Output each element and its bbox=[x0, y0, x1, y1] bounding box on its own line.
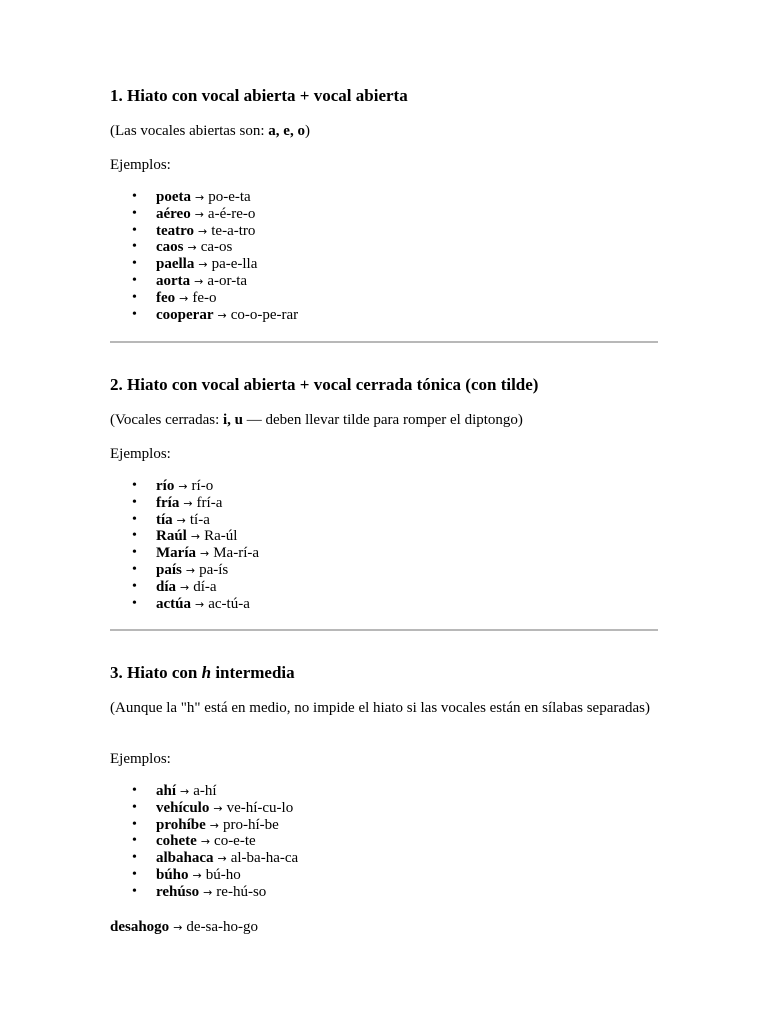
arrow-icon: → bbox=[203, 885, 213, 899]
example-word: cohete bbox=[156, 833, 197, 850]
example-word: día bbox=[156, 578, 177, 595]
example-word: feo bbox=[156, 289, 176, 306]
example-syllables: Ma-rí-a bbox=[213, 545, 260, 562]
arrow-icon: → bbox=[195, 191, 205, 204]
list-item bbox=[110, 273, 298, 290]
section-2-example-list bbox=[110, 478, 259, 612]
example-syllables: ac-tú-a bbox=[208, 595, 250, 612]
example-word: paella bbox=[156, 256, 195, 273]
section-3-note: (Aunque la "h" está en medio, no impide el hiato si las vocales están en sílabas separadas) bbox=[110, 700, 650, 716]
example-syllables: a-é-re-o bbox=[207, 205, 256, 222]
list-item bbox=[110, 783, 298, 800]
list-item bbox=[110, 596, 259, 613]
section-1-title bbox=[110, 86, 408, 106]
arrow-icon: → bbox=[180, 580, 190, 594]
example-syllables: co-o-pe-rar bbox=[230, 306, 299, 323]
list-item bbox=[110, 478, 259, 495]
arrow-icon: → bbox=[185, 563, 196, 577]
example-syllables: co-e-te bbox=[214, 833, 256, 850]
section-3-title-em: h bbox=[201, 663, 212, 682]
section-3-title-prefix: 3. Hiato con bbox=[110, 663, 202, 682]
example-word: vehículo bbox=[156, 799, 210, 816]
list-item bbox=[110, 817, 298, 834]
example-word: fría bbox=[156, 494, 180, 511]
example-syllables: frí-a bbox=[196, 494, 223, 511]
section-2-note bbox=[110, 411, 658, 429]
arrow-icon: → bbox=[178, 480, 188, 493]
list-item bbox=[110, 239, 298, 256]
section-2-note-bold: i, u bbox=[223, 412, 244, 428]
example-word: poeta bbox=[156, 189, 191, 205]
arrow-icon: → bbox=[217, 308, 227, 322]
list-item bbox=[110, 850, 298, 867]
section-1-note-pre: (Las vocales abiertas son: bbox=[110, 123, 269, 139]
arrow-icon: → bbox=[192, 868, 202, 882]
example-word: aéreo bbox=[156, 205, 191, 222]
arrow-icon: → bbox=[198, 258, 208, 272]
example-syllables: rí-o bbox=[191, 478, 214, 494]
section-1-note-bold: a, e, o bbox=[268, 123, 305, 139]
example-word: cooperar bbox=[156, 306, 214, 323]
section-divider-1 bbox=[110, 341, 658, 343]
example-word: río bbox=[156, 478, 175, 494]
list-item bbox=[110, 579, 259, 596]
example-syllables: pro-hí-be bbox=[222, 816, 279, 833]
section-2-title-text: 2. Hiato con vocal abierta + vocal cerrada tónica (con tilde) bbox=[110, 375, 539, 394]
example-syllables: tí-a bbox=[189, 511, 210, 528]
section-2-examples-label: Ejemplos: bbox=[110, 446, 171, 462]
section-1-note-post: ) bbox=[304, 123, 310, 139]
example-syllables: pa-ís bbox=[199, 561, 229, 578]
example-syllables: a-or-ta bbox=[207, 272, 248, 289]
example-word: María bbox=[156, 545, 196, 562]
list-item bbox=[110, 256, 298, 273]
arrow-icon: → bbox=[209, 818, 219, 832]
section-3-example-list bbox=[110, 783, 298, 901]
example-word: búho bbox=[156, 866, 189, 883]
example-syllables: pa-e-lla bbox=[211, 256, 258, 273]
example-syllables: ca-os bbox=[200, 239, 233, 256]
example-word: actúa bbox=[156, 595, 191, 612]
arrow-icon: → bbox=[195, 597, 205, 611]
example-syllables: po-e-ta bbox=[208, 189, 251, 205]
list-item bbox=[110, 867, 298, 884]
list-item bbox=[110, 495, 259, 512]
final-example bbox=[110, 918, 258, 937]
arrow-icon: → bbox=[190, 530, 201, 544]
list-item bbox=[110, 562, 259, 579]
arrow-icon: → bbox=[176, 513, 186, 527]
arrow-icon: → bbox=[194, 274, 204, 288]
arrow-icon: → bbox=[217, 852, 227, 866]
example-syllables: al-ba-ha-ca bbox=[230, 850, 299, 867]
final-example-syllables: de-sa-ho-go bbox=[186, 919, 259, 935]
section-1-title-text: 1. Hiato con vocal abierta + vocal abierta bbox=[110, 86, 408, 105]
list-item bbox=[110, 290, 298, 307]
example-word: albahaca bbox=[156, 850, 214, 867]
example-word: teatro bbox=[156, 222, 195, 239]
example-word: prohíbe bbox=[156, 816, 206, 833]
arrow-icon: → bbox=[187, 241, 197, 255]
example-syllables: re-hú-so bbox=[216, 883, 267, 900]
list-item bbox=[110, 545, 259, 562]
section-divider-2 bbox=[110, 629, 658, 631]
list-item bbox=[110, 189, 298, 206]
arrow-icon: → bbox=[194, 207, 204, 221]
list-item bbox=[110, 800, 298, 817]
list-item bbox=[110, 206, 298, 223]
example-syllables: bú-ho bbox=[205, 866, 241, 883]
list-item bbox=[110, 528, 259, 545]
section-2-title bbox=[110, 375, 538, 395]
example-word: país bbox=[156, 561, 182, 578]
section-3-title-suffix: intermedia bbox=[211, 663, 295, 682]
final-example-word: desahogo bbox=[110, 919, 170, 935]
arrow-icon: → bbox=[199, 547, 210, 561]
arrow-icon: → bbox=[198, 224, 208, 238]
section-1-example-list bbox=[110, 189, 298, 323]
arrow-icon: → bbox=[183, 496, 193, 510]
example-syllables: fe-o bbox=[192, 289, 217, 306]
example-syllables: a-hí bbox=[193, 783, 217, 799]
example-word: Raúl bbox=[156, 528, 187, 545]
arrow-icon: → bbox=[173, 921, 183, 934]
arrow-icon: → bbox=[180, 785, 190, 798]
section-1-note bbox=[110, 122, 658, 140]
example-word: rehúso bbox=[156, 883, 200, 900]
example-word: ahí bbox=[156, 783, 177, 799]
list-item bbox=[110, 884, 298, 901]
example-syllables: te-a-tro bbox=[211, 222, 256, 239]
list-item bbox=[110, 512, 259, 529]
example-syllables: Ra-úl bbox=[204, 528, 238, 545]
example-word: caos bbox=[156, 239, 184, 256]
section-3-examples-label: Ejemplos: bbox=[110, 751, 171, 767]
example-syllables: ve-hí-cu-lo bbox=[226, 799, 294, 816]
example-word: tía bbox=[156, 511, 173, 528]
arrow-icon: → bbox=[213, 801, 223, 815]
list-item bbox=[110, 307, 298, 324]
arrow-icon: → bbox=[200, 835, 211, 849]
example-word: aorta bbox=[156, 272, 191, 289]
list-item bbox=[110, 223, 298, 240]
example-syllables: dí-a bbox=[193, 578, 217, 595]
section-3-title bbox=[110, 663, 295, 683]
section-1-examples-label: Ejemplos: bbox=[110, 157, 171, 173]
section-2-note-post: — deben llevar tilde para romper el diptongo) bbox=[243, 412, 523, 428]
list-item bbox=[110, 833, 298, 850]
section-2-note-pre: (Vocales cerradas: bbox=[110, 412, 223, 428]
arrow-icon: → bbox=[179, 291, 189, 305]
